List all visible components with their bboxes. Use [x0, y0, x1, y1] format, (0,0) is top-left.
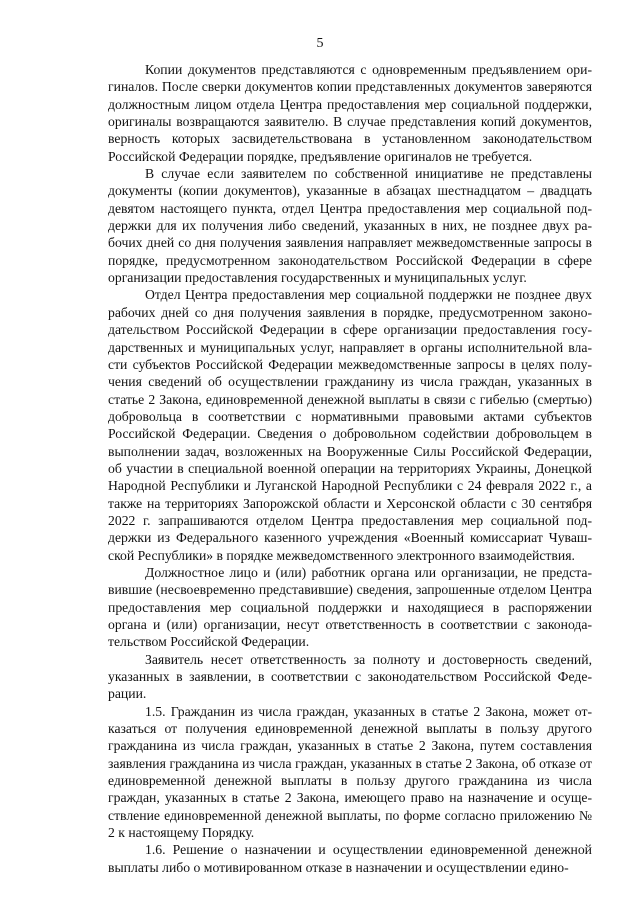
paragraph-clause-1-6: 1.6. Решение о назначении и осуществлении единовременной денежной выплаты либо о мотивированном отказе в назначении и осуществлении едино-	[108, 842, 592, 875]
paragraph-official-responsibility: Должностное лицо и (или) работник органа или организации, не представившие (несвоевременно представившие) сведения, запрошенные отделом Центра предоставления мер социальной поддержки и находящиеся в распоряжении органа и (или) организации, несут ответственность в соответствии с законодательством Российской Федерации.	[108, 564, 592, 650]
paragraph-applicant-responsibility: Заявитель несет ответственность за полноту и достоверность сведений, указанных в заявлении, в соответствии с законодательством Российской Федерации.	[108, 651, 592, 702]
page-number: 5	[316, 36, 324, 51]
paragraph-copies-of-documents: Копии документов представляются с одновременным предъявлением оригиналов. После сверки документов копии представленных документов заверяются должностным лицом отдела Центра предоставления мер социальной поддержки, оригиналы возвращаются заявителю. В случае представления копий документов, верность которых засвидетельствована в установленном законодательством Российской Федерации порядке, предъявление оригиналов не требуется.	[108, 62, 592, 164]
paragraph-clause-1-5: 1.5. Гражданин из числа граждан, указанных в статье 2 Закона, может отказаться от получения единовременной денежной выплаты в пользу другого гражданина из числа граждан, указанных в статье 2 Закона, путем составления заявления гражданина из числа граждан, указанных в статье 2 Закона, об отказе от единовременной денежной выплаты в пользу другого гражданина из числа граждан, указанных в статье 2 Закона, имеющего право на назначение и осуществление единовременной денежной выплаты, по форме согласно приложению № 2 к настоящему Порядку.	[108, 703, 592, 841]
document-body	[108, 61, 592, 876]
paragraph-department-requests: Отдел Центра предоставления мер социальной поддержки не позднее двух рабочих дней со дня получения заявления в порядке, предусмотренном законодательством Российской Федерации в сфере организации предоставления государственных и муниципальных услуг, направляет в органы исполнительной власти субъектов Российской Федерации межведомственные запросы в целях получения сведений об осуществлении гражданину из числа граждан, указанных в статье 2 Закона, единовременной денежной выплаты в связи с гибелью (смертью) добровольца в соответствии с нормативными правовыми актами субъектов Российской Федерации. Сведения о добровольном содействии добровольцем в выполнении задач, возложенных на Вооруженные Силы Российской Федерации, об участии в специальной военной операции на территориях Украины, Донецкой Народной Республики и Луганской Народной Республики с 24 февраля 2022 г., а также на территориях Запорожской области и Херсонской области с 30 сентября 2022 г. запрашиваются отделом Центра предоставления мер социальной поддержки из Федерального казенного учреждения «Военный комиссариат Чувашской Республики» в порядке межведомственного электронного взаимодействия.	[108, 287, 592, 563]
paragraph-interagency-requests: В случае если заявителем по собственной инициативе не представлены документы (копии документов), указанные в абзацах шестнадцатом – двадцать девятом настоящего пункта, отдел Центра предоставления мер социальной поддержки для их получения либо сведений, указанных в них, не позднее двух рабочих дней со дня получения заявления направляет межведомственные запросы в порядке, предусмотренном законодательством Российской Федерации в сфере организации предоставления государственных и муниципальных услуг.	[108, 166, 592, 286]
